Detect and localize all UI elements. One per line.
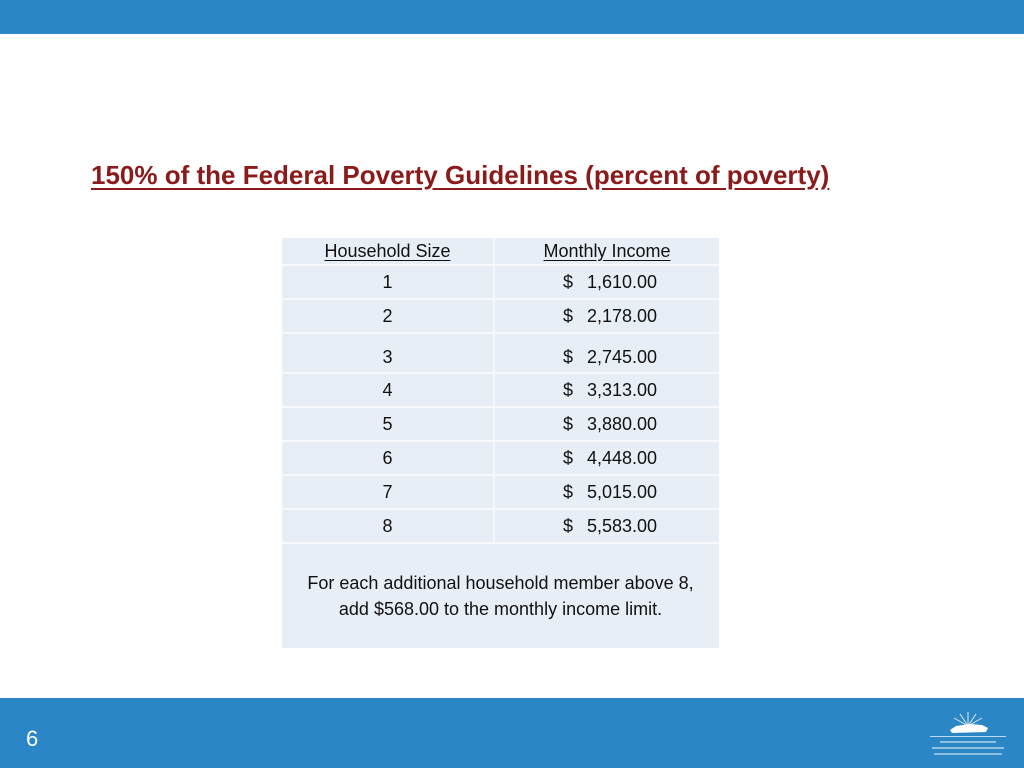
currency-symbol: $ — [562, 447, 573, 468]
monthly-income-cell — [495, 374, 719, 406]
currency-symbol: $ — [562, 271, 573, 292]
currency-symbol: $ — [562, 305, 573, 326]
table-row — [282, 476, 719, 510]
monthly-income-cell — [495, 266, 719, 298]
currency-symbol: $ — [562, 346, 573, 367]
table-row — [282, 266, 719, 300]
currency-symbol: $ — [562, 379, 573, 400]
table-row — [282, 374, 719, 408]
bottom-footer-bar — [0, 698, 1024, 768]
household-size-cell: 6 — [282, 442, 495, 474]
currency-symbol: $ — [562, 515, 573, 536]
income-amount: 1,610.00 — [586, 271, 658, 292]
header-monthly-income: Monthly Income — [543, 240, 671, 261]
table-row — [282, 334, 719, 374]
income-amount: 4,448.00 — [586, 447, 658, 468]
table-row — [282, 300, 719, 334]
header-household-size: Household Size — [282, 238, 495, 264]
note-line-1: For each additional household member above 8, — [307, 573, 694, 593]
currency-symbol: $ — [562, 481, 573, 502]
page-number: 6 — [26, 726, 39, 751]
household-size-cell: 1 — [282, 266, 495, 298]
household-size-cell: 5 — [282, 408, 495, 440]
table-row — [282, 510, 719, 544]
note-line-2: add $568.00 to the monthly income limit. — [338, 599, 663, 619]
household-size-cell: 8 — [282, 510, 495, 542]
monthly-income-cell — [495, 334, 719, 372]
monthly-income-cell — [495, 300, 719, 332]
income-amount: 5,015.00 — [586, 481, 658, 502]
income-amount: 3,313.00 — [586, 379, 658, 400]
top-banner-bar — [0, 0, 1024, 34]
table-header-row — [282, 238, 719, 266]
table-row — [282, 408, 719, 442]
table-row — [282, 442, 719, 476]
household-size-cell: 7 — [282, 476, 495, 508]
monthly-income-cell — [495, 408, 719, 440]
currency-symbol: $ — [562, 413, 573, 434]
monthly-income-cell — [495, 476, 719, 508]
income-amount: 2,178.00 — [586, 305, 658, 326]
additional-member-note — [282, 542, 719, 648]
slide-title: 150% of the Federal Poverty Guidelines (percent of poverty) — [91, 160, 830, 190]
income-amount: 2,745.00 — [586, 346, 658, 367]
household-size-cell: 4 — [282, 374, 495, 406]
income-amount: 3,880.00 — [586, 413, 658, 434]
poverty-guidelines-table — [282, 238, 719, 648]
income-amount: 5,583.00 — [586, 515, 658, 536]
household-size-cell: 3 — [282, 334, 495, 372]
kentucky-state-logo-icon — [926, 706, 1010, 762]
monthly-income-cell — [495, 442, 719, 474]
household-size-cell: 2 — [282, 300, 495, 332]
monthly-income-cell — [495, 510, 719, 542]
